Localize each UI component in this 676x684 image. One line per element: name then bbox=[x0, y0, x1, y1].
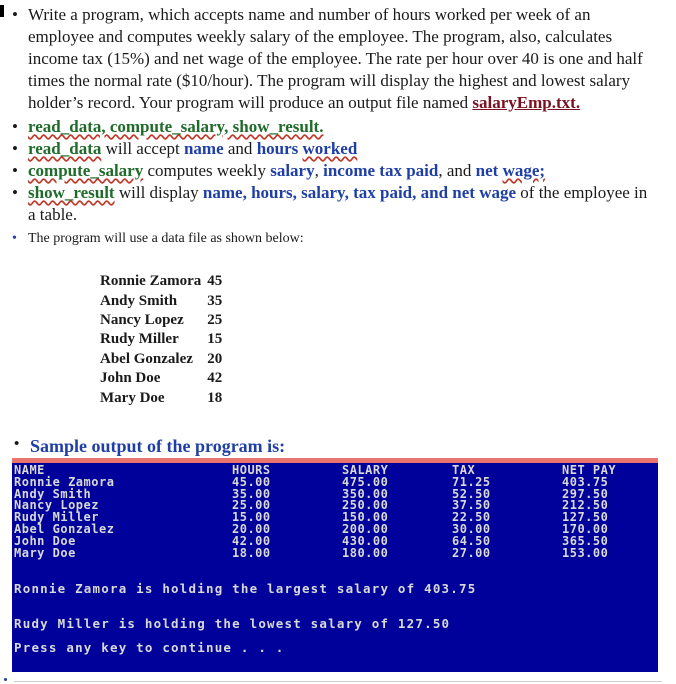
bullet-icon: • bbox=[12, 161, 18, 180]
table-row: Abel Gonzalez 20 bbox=[100, 350, 223, 367]
data-file-table bbox=[96, 272, 222, 408]
table-row: Mary Doe 18.00 180.00 27.00 153.00 bbox=[14, 545, 609, 560]
bullet-icon: • bbox=[12, 5, 18, 24]
sample-output-heading: • Sample output of the program is: bbox=[14, 436, 286, 456]
table-row: John Doe 42 bbox=[100, 370, 223, 387]
table-row: Andy Smith 35.00 350.00 52.50 297.50 bbox=[14, 486, 609, 501]
divider bbox=[14, 681, 662, 682]
table-row: Ronnie Zamora 45.00 475.00 71.25 403.75 bbox=[14, 474, 609, 489]
lowest-salary-message: Rudy Miller is holding the lowest salary of 127.50 bbox=[14, 616, 451, 631]
bullet-icon: • bbox=[12, 139, 18, 158]
table-row: Andy Smith 35 bbox=[100, 292, 223, 309]
table-row: John Doe 42.00 430.00 64.50 365.50 bbox=[14, 533, 609, 548]
assignment-text bbox=[0, 0, 676, 250]
table-row: Nancy Lopez 25.00 250.00 37.50 212.50 bbox=[14, 498, 609, 513]
bullet-icon: • bbox=[12, 183, 18, 202]
intro-paragraph bbox=[0, 4, 658, 114]
table-row: Nancy Lopez 25 bbox=[100, 311, 223, 328]
table-row: Mary Doe 18 bbox=[100, 389, 223, 406]
functions-list bbox=[0, 116, 658, 138]
largest-salary-message: Ronnie Zamora is holding the largest salary of 403.75 bbox=[14, 581, 477, 596]
bullet-icon: • bbox=[12, 231, 17, 246]
show-result-desc: • show_result will display name, hours, salary, tax paid, and net wage of the employee in a table. bbox=[12, 183, 648, 224]
table-row: Abel Gonzalez 20.00 200.00 30.00 170.00 bbox=[14, 521, 609, 536]
table-row: Ronnie Zamora 45 bbox=[100, 273, 223, 290]
intro-text: Write a program, which accepts name and number of hours worked per week of an employee and computes weekly salary of the employee. The program, also, calculates income tax (15%) and net wage of the employee. The rate per hour over 40 is one and half times the normal rate ($10/hour). The program will display the highest and lowest salary holder’s record. Your program will produce an output file named bbox=[28, 5, 643, 112]
console-output-table bbox=[14, 463, 617, 560]
press-key-prompt: Press any key to continue . . . bbox=[14, 640, 285, 655]
output-file-name: salaryEmp.txt. bbox=[472, 93, 581, 112]
console-window bbox=[12, 458, 658, 672]
table-row: Rudy Miller 15.00 150.00 22.50 127.50 bbox=[14, 510, 609, 525]
functions-line: read_data, compute_salary, show_result. bbox=[28, 117, 324, 136]
console-header-row: NAME HOURS SALARY TAX NET PAY bbox=[14, 463, 617, 477]
bullet-icon: • bbox=[14, 436, 20, 452]
data-file-note: • The program will use a data file as shown below: bbox=[0, 228, 658, 250]
table-row: Rudy Miller 15 bbox=[100, 331, 223, 348]
read-data-desc: • read_data will accept name and hours worked bbox=[12, 139, 358, 158]
compute-salary-desc: • compute_salary computes weekly salary, income tax paid, and net wage; bbox=[12, 161, 546, 180]
bullet-icon bbox=[4, 678, 7, 681]
bullet-icon: • bbox=[12, 117, 18, 136]
